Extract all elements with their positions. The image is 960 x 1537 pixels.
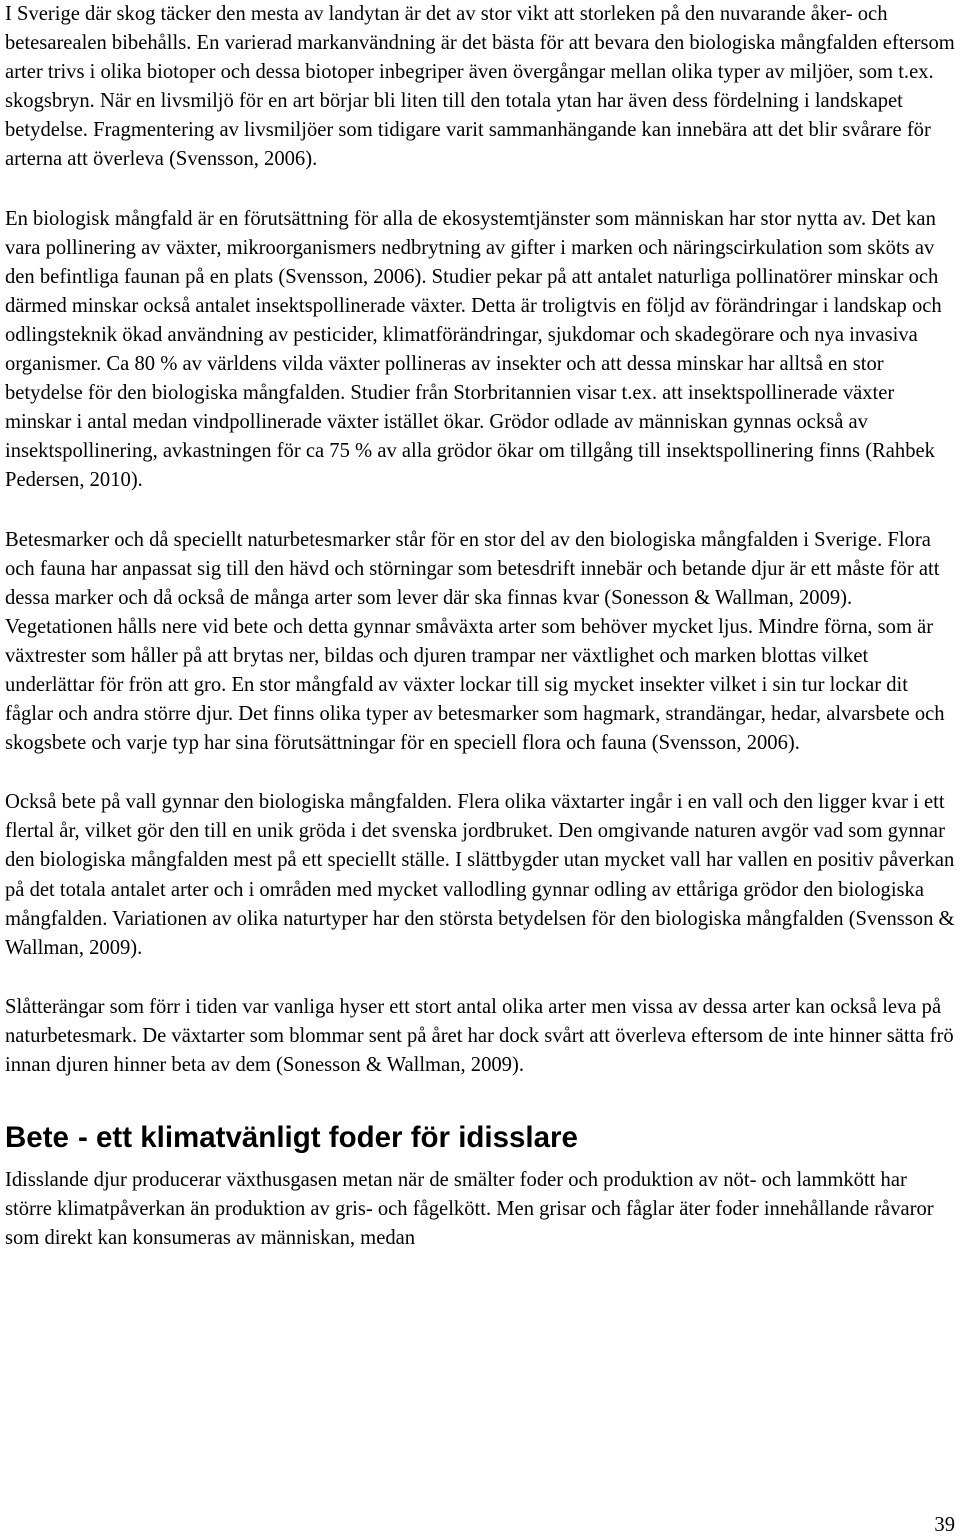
document-page: [5, 0, 957, 1283]
paragraph-ley-grazing: Också bete på vall gynnar den biologiska mångfalden. Flera olika växtarter ingår i en vall och den ligger kvar i ett flertal år, vilket gör den till en unik gröda i det svenska jordbruket. Den omgivande naturen avgör vad som gynnar den biologiska mångfalden mest på ett speciellt ställe. I slättbygder utan mycket vall har vallen en positiv påverkan på det totala antalet arter och i områden med mycket vallodling gynnar odling av ettåriga grödor den biologiska mångfalden. Variationen av olika naturtyper har den största betydelsen för den biologiska mångfalden (Svensson & Wallman, 2009).: [5, 791, 955, 959]
paragraph-meadows: Slåtterängar som förr i tiden var vanliga hyser ett stort antal olika arter men vissa av dessa arter kan också leva på naturbetesmark. De växtarter som blommar sent på året har dock svårt att överleva eftersom de inte hinner sätta frö innan djuren hinner beta av dem (Sonesson & Wallman, 2009).: [5, 995, 954, 1076]
paragraph-ecosystem-services: En biologisk mångfald är en förutsättning för alla de ekosystemtjänster som människan har stor nytta av. Det kan vara pollinering av växter, mikroorganismers nedbrytning av gifter i marken och näringscirkulation som sköts av den befintliga faunan på en plats (Svensson, 2006). Studier pekar på att antalet naturliga pollinatörer minskar och därmed minskar också antalet insektspollinerade växter. Detta är troligtvis en följd av förändringar i landskap och odlingsteknik ökad användning av pesticider, klimatförändringar, sjukdomar och skadegörare och nya invasiva organismer. Ca 80 % av världens vilda växter pollineras av insekter och att dessa minskar har alltså en stor betydelse för den biologiska mångfalden. Studier från Storbritannien visar t.ex. att insektspollinerade växter minskar i antal medan vindpollinerade växter istället ökar. Grödor odlade av människan gynnas också av insektspollinering, avkastningen för ca 75 % av alla grödor ökar om tillgång till insektspollinering finns (Rahbek Pedersen, 2010).: [5, 207, 942, 492]
section-heading-rest: - ett klimatvänligt foder för idisslare: [77, 1121, 578, 1155]
page-number: 39: [934, 1514, 955, 1536]
section-heading-word: Bete: [5, 1121, 69, 1155]
paragraph-landscape-use: I Sverige där skog täcker den mesta av landytan är det av stor vikt att storleken på den nuvarande åker- och betesarealen bibehålls. En varierad markanvändning är det bästa för att bevara den biologiska mångfalden eftersom arter trivs i olika biotoper och dessa biotoper inbegriper även övergångar mellan olika typer av miljöer, som t.ex. skogsbryn. När en livsmiljö för en art börjar bli liten till den totala ytan har även dess fördelning i landskapet betydelse. Fragmentering av livsmiljöer som tidigare varit sammanhängande kan innebära att det blir svårare för arterna att överleva (Svensson, 2006).: [5, 3, 955, 171]
paragraph-ruminants: Idisslande djur producerar växthusgasen metan när de smälter foder och produktion av nöt- och lammkött har större klimatpåverkan än produktion av gris- och fågelkött. Men grisar och fåglar äter foder innehållande råvaror som direkt kan konsumeras av människan, medan: [5, 1169, 934, 1250]
paragraph-pastures: Betesmarker och då speciellt naturbetesmarker står för en stor del av den biologiska mångfalden i Sverige. Flora och fauna har anpassat sig till den hävd och störningar som betesdrift innebär och betande djur är ett måste för att dessa marker och då också de många arter som lever där ska finnas kvar (Sonesson & Wallman, 2009). Vegetationen hålls nere vid bete och detta gynnar småväxta arter som behöver mycket ljus. Mindre förna, som är växtrester som håller på att brytas ner, bildas och djuren trampar ner växtlighet och marken blottas vilket underlättar för frön att gro. En stor mångfald av växter lockar till sig mycket insekter vilket i sin tur lockar dit fåglar och andra större djur. Det finns olika typer av betesmarker som hagmark, strandängar, hedar, alvarsbete och skogsbete och varje typ har sina förutsättningar för en speciell flora och fauna (Svensson, 2006).: [5, 528, 945, 755]
section-heading: [5, 1120, 957, 1156]
